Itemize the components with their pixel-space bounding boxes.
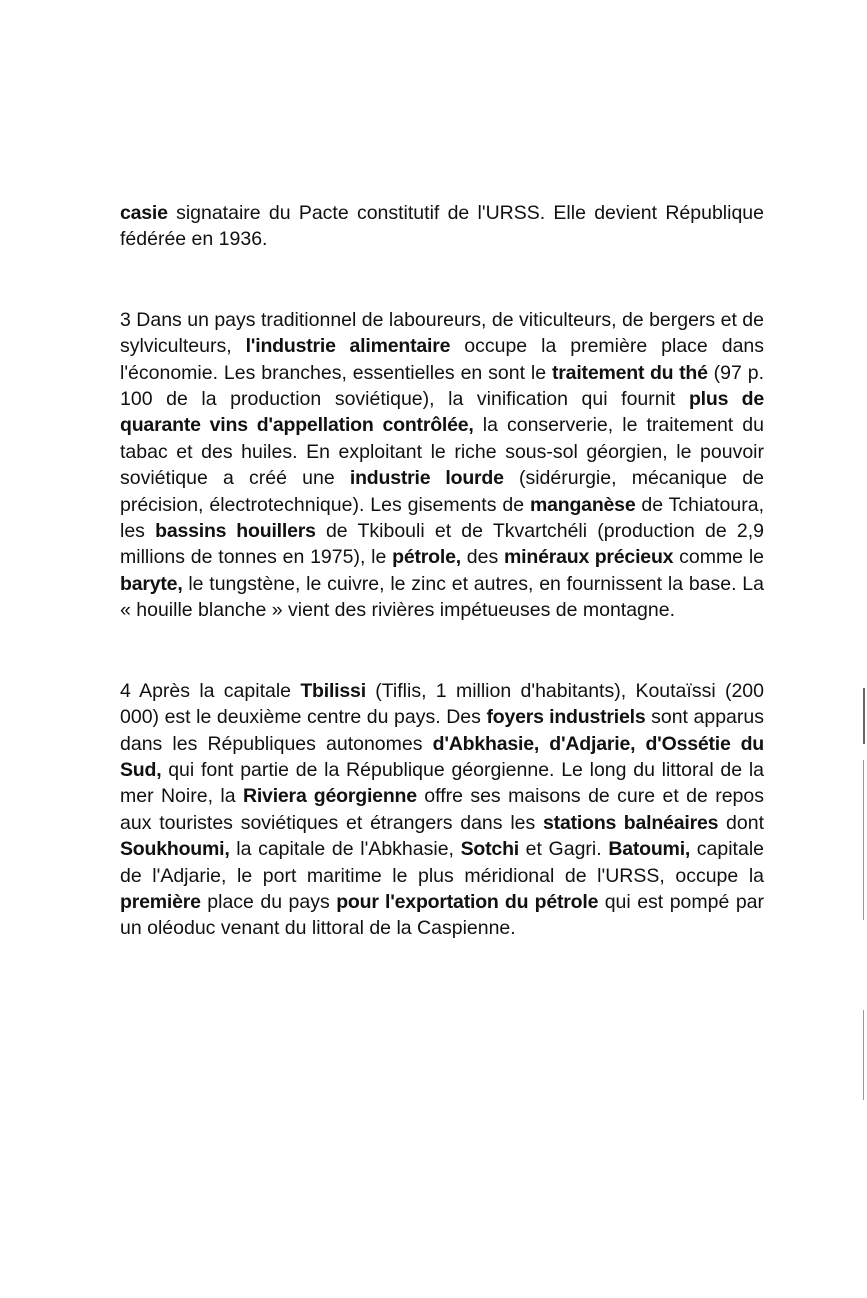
scan-edge-mark	[863, 760, 864, 920]
text-run: capitale de l'Adjarie, le port maritime le plus méridional de l'URSS, occupe la	[120, 838, 764, 887]
text-run: dont	[718, 811, 764, 834]
paragraph-3	[120, 307, 764, 624]
bold-term: bassins houillers	[155, 520, 316, 543]
bold-term: pétrole,	[392, 546, 461, 569]
text-run: le tungstène, le cuivre, le zinc et autres, en fournissent la base. La « houille blanche » vient des rivières impétueuses de montagne.	[120, 572, 764, 622]
text-run: qui est pompé par un oléoduc venant du littoral de la Caspienne.	[120, 890, 764, 940]
text-run: (97 p. 100 de la production soviétique), la vinification qui fournit	[120, 361, 764, 411]
paragraph-4	[120, 678, 764, 942]
bold-term: stations balnéaires	[543, 811, 719, 834]
bold-term: foyers industriels	[486, 706, 646, 729]
text-run: 3 Dans un pays traditionnel de laboureurs, de viticulteurs, de bergers et de sylviculteurs,	[120, 308, 764, 358]
text-run	[539, 733, 549, 755]
bold-term: première	[120, 890, 201, 913]
bold-term: industrie lourde	[349, 467, 504, 490]
bold-term: pour l'exportation du pétrole	[336, 890, 599, 913]
bold-term: Riviera géorgienne	[242, 785, 417, 808]
text-run: de Tkibouli et de Tkvartchéli (production de 2,9 millions de tonnes en 1975), le	[120, 520, 764, 569]
bold-term: manganèse	[529, 493, 636, 516]
text-run: offre ses maisons de cure et de repos aux touristes soviétiques et étrangers dans les	[120, 785, 764, 834]
bold-term: Batoumi,	[608, 838, 691, 861]
text-run: qui font partie de la République géorgienne. Le long du littoral de la mer Noire, la	[120, 758, 764, 808]
text-run: la capitale de l'Abkhasie,	[229, 838, 461, 861]
text-run: sont apparus dans les Républiques autonomes	[120, 706, 764, 755]
bold-term: minéraux précieux	[504, 546, 674, 569]
bold-term: d'Abkhasie,	[432, 732, 540, 755]
bold-term: plus de quarante vins d'appellation contrôlée,	[120, 388, 764, 437]
bold-term: baryte,	[120, 572, 183, 595]
scan-edge-mark	[863, 1010, 864, 1100]
paragraph-intro	[120, 200, 764, 253]
text-run: et Gagri.	[519, 838, 609, 861]
bold-term: Tbilissi	[300, 679, 366, 702]
text-run	[635, 733, 645, 755]
text-run: occupe la première place dans l'économie. Les branches, essentielles en sont le	[120, 335, 765, 384]
bold-term: traitement du thé	[552, 361, 708, 384]
text-run: de Tchiatoura, les	[120, 493, 764, 543]
document-page	[120, 200, 764, 942]
bold-term: Soukhoumi,	[120, 838, 230, 861]
bold-term: l'industrie alimentaire	[245, 335, 451, 358]
text-run: place du pays	[200, 890, 337, 913]
text-run: 4 Après la capitale	[120, 679, 301, 702]
text-run: (Tiflis, 1 million d'habitants), Koutaïssi (200 000) est le deuxième centre du pays. Des	[120, 679, 764, 729]
text-run: comme le	[673, 546, 764, 569]
bold-term: casie	[120, 202, 168, 224]
text-run: la conserverie, le traitement du tabac et des huiles. En exploitant le riche sous-sol géorgien, le pouvoir soviétique a créé une	[120, 414, 764, 490]
bold-term: Sotchi	[460, 838, 519, 861]
text-run: (sidérurgie, mécanique de précision, électrotechnique). Les gisements de	[120, 467, 764, 516]
bold-term: d'Ossétie du Sud,	[120, 732, 765, 781]
text-run: des	[460, 546, 504, 569]
text-run: signataire du Pacte constitutif de l'URSS. Elle devient République fédérée en 1936.	[120, 202, 764, 251]
bold-term: d'Adjarie,	[549, 732, 636, 755]
scan-edge-mark	[863, 688, 865, 744]
